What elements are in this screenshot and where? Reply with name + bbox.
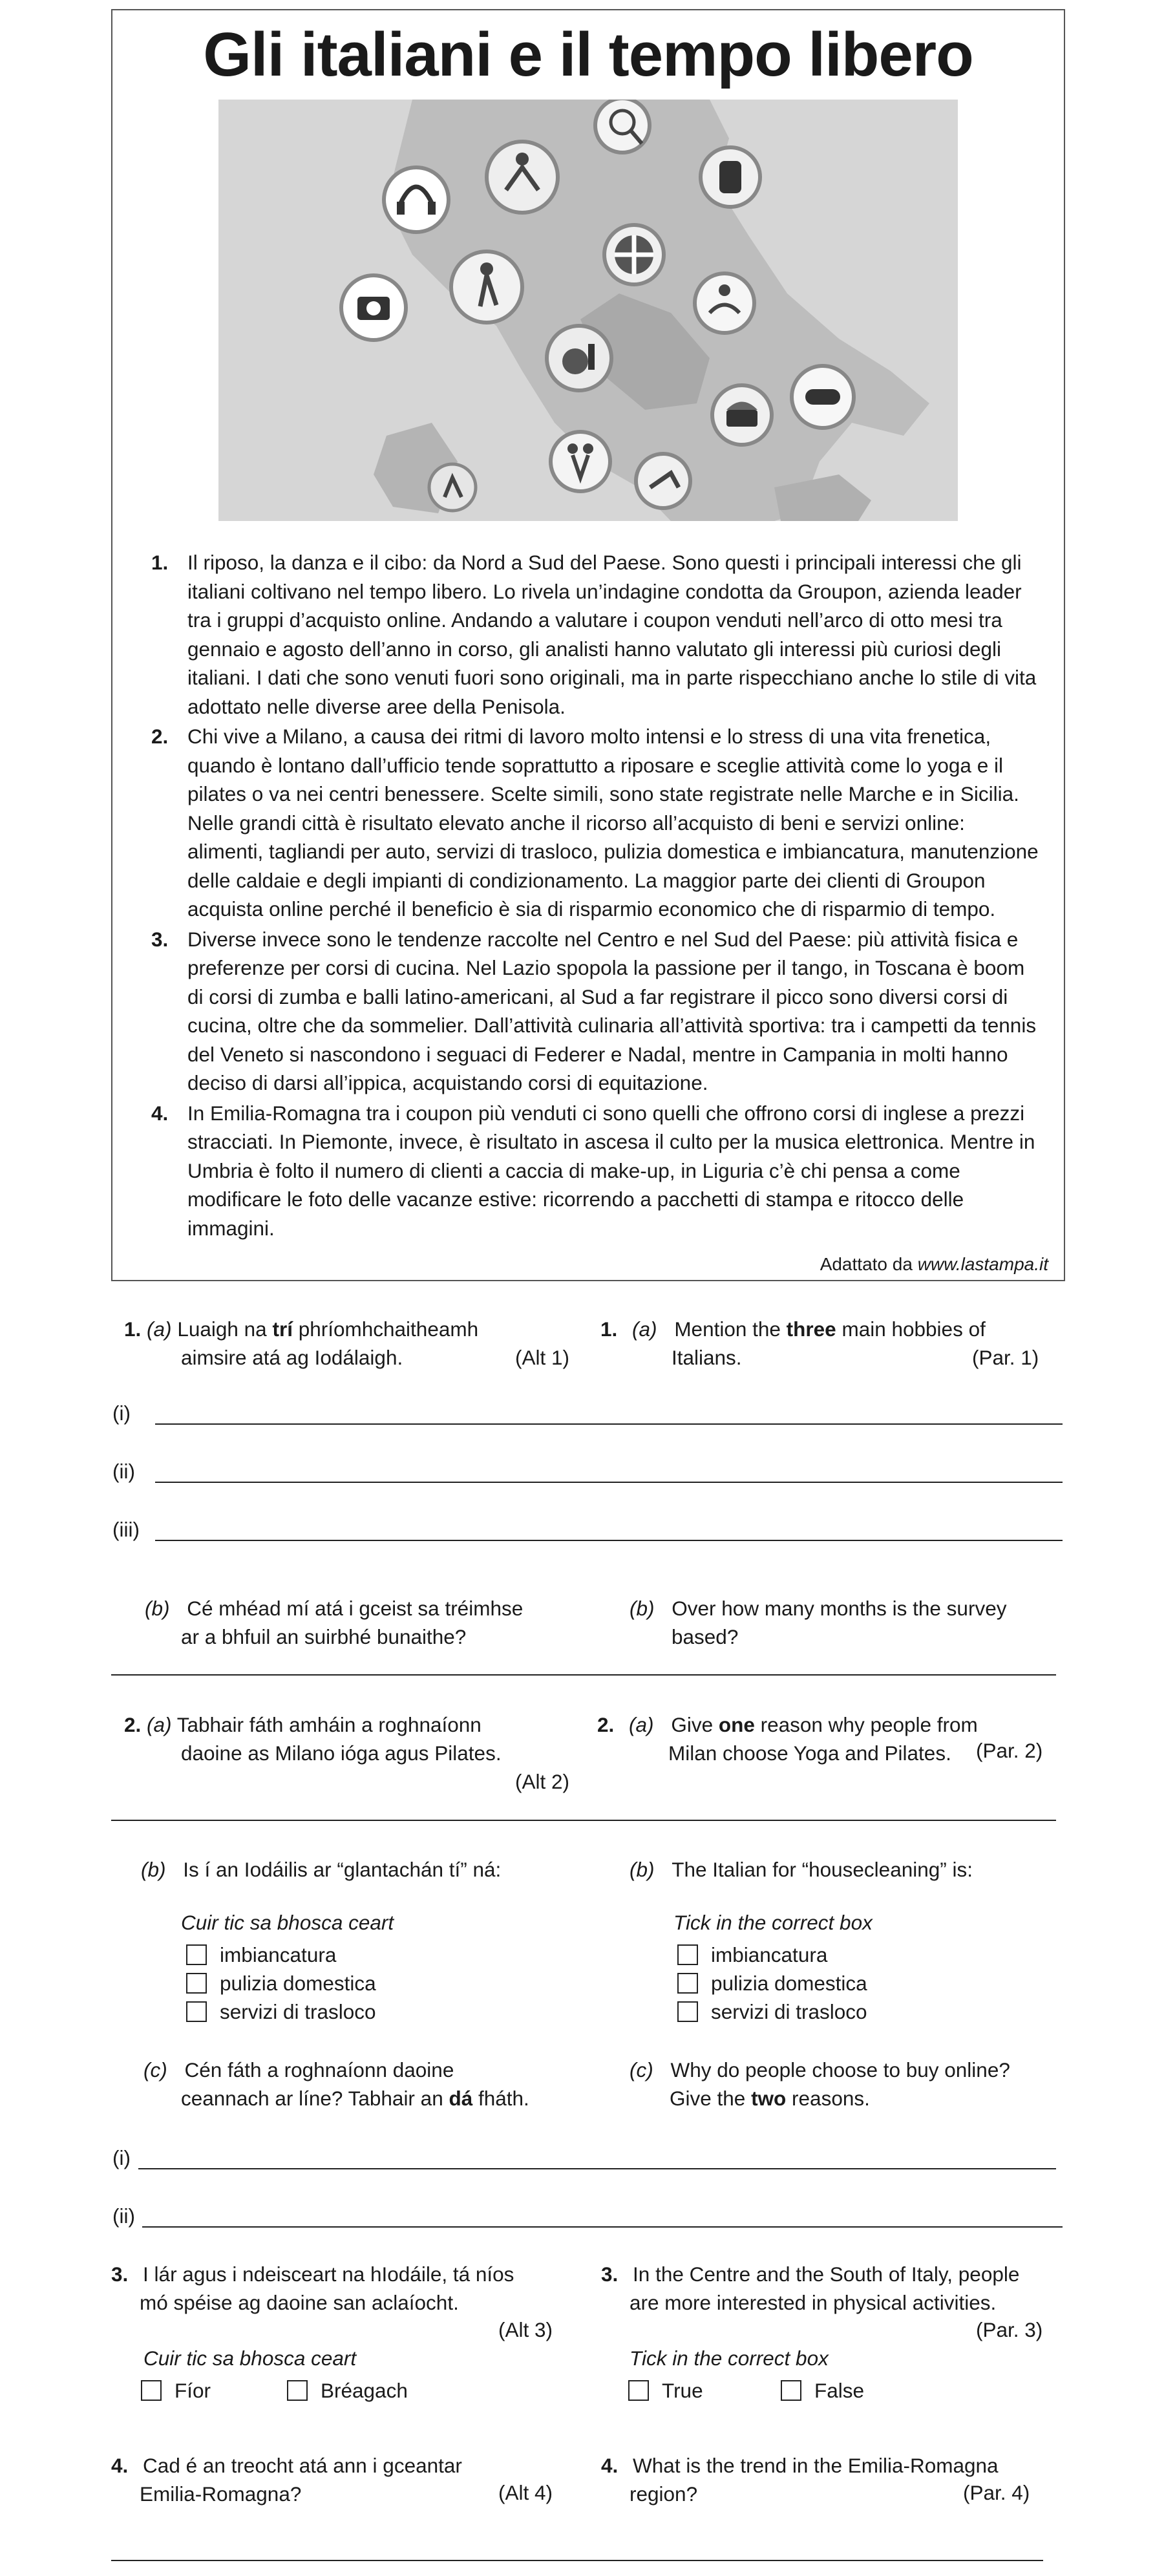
tick-instruction-english: Tick in the correct box	[673, 1911, 873, 1934]
checkbox[interactable]	[186, 1973, 207, 1994]
option-false[interactable]: False	[781, 2378, 864, 2403]
q2c-irish: (c) Cén fáth a roghnaíonn daoine ceannach ar líne? Tabhair an dá fháth.	[143, 2058, 529, 2110]
uk-flag-pin-icon	[604, 225, 664, 284]
source-link[interactable]: www.lastampa.it	[917, 1254, 1048, 1274]
q1a-irish: 1. (a) Luaigh na trí phríomhchaitheamh aimsire atá ag Iodálaigh.	[124, 1317, 479, 1369]
q4-irish-ref: (Alt 4)	[498, 2481, 553, 2504]
q3-english-ref: (Par. 3)	[976, 2318, 1043, 2341]
q1b-irish: (b) Cé mhéad mí atá i gceist sa tréimhse ar a bhfuil an suirbhé bunaithe?	[145, 1597, 524, 1648]
answer-line[interactable]	[111, 2560, 1043, 2561]
checkbox[interactable]	[628, 2380, 649, 2401]
q2c-english: (c) Why do people choose to buy online? Give the two reasons.	[630, 2058, 1010, 2110]
paragraph-text: Il riposo, la danza e il cibo: da Nord a Sud del Paese. Sono questi i principali interessi che gli italiani coltivano nel tempo libero. Lo rivela un’indagine condotta da Groupon, azienda leader tra i gruppi d’acquisto online. Andando a valutare i coupon venduti nell’arco di otto mesi tra gennaio e agosto dell’anno in corso, gli analisti hanno valutato gli interessi più curiosi degli italiani. I dati che sono venuti fuori sono originali, ma in parte rispecchiano anche lo stile di vita adottato nelle diverse aree della Penisola.	[187, 551, 1037, 718]
page-title: Gli italiani e il tempo libero	[203, 20, 973, 89]
paragraph-text: Chi vive a Milano, a causa dei ritmi di lavoro molto intensi e lo stress di una vita frenetica, quando è lontano dall’ufficio tende soprattutto a riposare e sceglie attività come lo yoga e il pilates o va nei centri benessere. Scelte simili, sono state registrate nelle Marche e in Sicilia. Nelle grandi città è risultato elevato anche il ricorso all’acquisto di beni e servizi online: alimenti, tagliandi per auto, servizi di trasloco, pulizia domestica e imbiancatura, manutenzione delle caldaie e degli impianti di condizionamento. La maggior parte dei clienti di Groupon acquista online perché il beneficio è sia di risparmio economico che di risparmio di tempo.	[187, 725, 1039, 921]
option-pulizia-domestica-irish[interactable]: pulizia domestica	[186, 1970, 376, 1996]
q2a-english: 2. (a) Give one reason why people from Milan choose Yoga and Pilates.	[597, 1713, 978, 1765]
q3-irish-ref: (Alt 3)	[498, 2318, 553, 2341]
boxing-figure-icon	[429, 464, 476, 511]
paragraph-3	[112, 925, 1066, 1098]
option-breagach[interactable]: Bréagach	[287, 2378, 408, 2403]
checkbox[interactable]	[781, 2380, 801, 2401]
yoga-pin-icon	[487, 142, 558, 213]
answer-line[interactable]	[155, 1423, 1063, 1425]
option-true[interactable]: True	[628, 2378, 703, 2403]
answer-line[interactable]	[138, 2168, 1056, 2169]
dancer-pin-icon	[451, 251, 522, 323]
option-servizi-di-trasloco-irish[interactable]: servizi di trasloco	[186, 1999, 376, 2025]
answer-label-ii: (ii)	[112, 2204, 135, 2228]
answer-line[interactable]	[111, 1674, 1056, 1676]
paragraph-number: 4.	[151, 1101, 169, 1125]
option-imbiancatura-english[interactable]: imbiancatura	[677, 1942, 827, 1968]
q3-irish: 3. I lár agus i ndeisceart na hIodáile, tá níos mó spéise ag daoine san aclaíocht.	[111, 2262, 514, 2314]
tennis-pin-icon	[595, 100, 650, 153]
checkbox[interactable]	[287, 2380, 308, 2401]
q2a-english-ref: (Par. 2)	[976, 1739, 1043, 1762]
camera-pin-icon	[341, 275, 406, 340]
option-imbiancatura-irish[interactable]: imbiancatura	[186, 1942, 336, 1968]
italy-hobbies-map-illustration	[218, 100, 958, 521]
headphones-pin-icon	[384, 167, 449, 232]
q4-english-ref: (Par. 4)	[963, 2481, 1030, 2504]
paragraph-2	[112, 722, 1066, 924]
q1a-english: 1. (a) Mention the three main hobbies of Italians.	[600, 1317, 986, 1369]
answer-label-i: (i)	[112, 1401, 131, 1425]
makeup-pin-icon	[547, 326, 611, 390]
answer-label-ii: (ii)	[112, 1460, 135, 1483]
q1a-english-ref: (Par. 1)	[972, 1346, 1039, 1369]
answer-line[interactable]	[111, 1820, 1056, 1821]
paragraph-number: 1.	[151, 551, 169, 574]
reading-passage-box	[111, 9, 1065, 1281]
checkbox[interactable]	[186, 2001, 207, 2022]
q1b-english: (b) Over how many months is the survey based?	[630, 1597, 1007, 1648]
checkbox[interactable]	[677, 2001, 698, 2022]
answer-label-i: (i)	[112, 2146, 131, 2169]
q3-english: 3. In the Centre and the South of Italy, people are more interested in physical activities.	[601, 2262, 1020, 2314]
answer-label-iii: (iii)	[112, 1518, 140, 1541]
checkbox[interactable]	[677, 1944, 698, 1965]
cake-pin-icon	[712, 385, 772, 445]
tango-pin-icon	[551, 432, 610, 491]
q2b-irish: (b) Is í an Iodáilis ar “glantachán tí” ná:	[141, 1858, 502, 1881]
meditation-pin-icon	[695, 273, 754, 333]
answer-line[interactable]	[155, 1540, 1063, 1541]
checkbox[interactable]	[677, 1973, 698, 1994]
paragraph-text: Diverse invece sono le tendenze raccolte nel Centro e nel Sud del Paese: più attività fisica e preferenze per corsi di cucina. Nel Lazio spopola la passione per il tango, in Toscana è boom di corsi di zumba e balli latino-americani, al Sud a far registrare il picco sono diversi corsi di cucina, oltre che da sommelier. Dall’attività culinaria all’attività sportiva: tra i campetti da tennis del Veneto si nascondono i seguaci di Federer e Nadal, mentre in Campania in molti hanno deciso di darsi all’ippica, acquistando corsi di equitazione.	[187, 927, 1037, 1094]
q4-english: 4. What is the trend in the Emilia-Romagna region?	[601, 2454, 999, 2506]
paragraph-text: In Emilia-Romagna tra i coupon più venduti ci sono quelli che offrono corsi di inglese a prezzi stracciati. In Piemonte, invece, è risultato in ascesa il culto per la musica elettronica. Mentre in Umbria è folto il numero di clienti a caccia di make-up, in Liguria c’è chi pensa a come modificare le foto delle vacanze estive: ricorrendo a pacchetti di stampa e ritocco delle immagini.	[187, 1101, 1035, 1240]
paragraph-number: 3.	[151, 927, 169, 951]
option-fior[interactable]: Fíor	[141, 2378, 211, 2403]
paragraph-4	[112, 1099, 1066, 1243]
q4-irish: 4. Cad é an treocht atá ann i gceantar Emilia-Romagna?	[111, 2454, 462, 2506]
tick-instruction-irish: Cuir tic sa bhosca ceart	[143, 2347, 357, 2370]
checkbox[interactable]	[141, 2380, 162, 2401]
option-servizi-di-trasloco-english[interactable]: servizi di trasloco	[677, 1999, 867, 2025]
paragraph-list	[112, 548, 1066, 1244]
corset-pin-icon	[701, 147, 760, 207]
paragraph-1	[112, 548, 1066, 721]
answer-line[interactable]	[142, 2226, 1063, 2228]
q1a-irish-ref: (Alt 1)	[515, 1346, 570, 1369]
tick-instruction-english: Tick in the correct box	[630, 2347, 829, 2370]
ski-goggles-pin-icon	[792, 366, 854, 428]
checkbox[interactable]	[186, 1944, 207, 1965]
q2a-irish-ref: (Alt 2)	[515, 1770, 570, 1793]
paragraph-number: 2.	[151, 725, 169, 748]
option-pulizia-domestica-english[interactable]: pulizia domestica	[677, 1970, 867, 1996]
q2b-english: (b) The Italian for “housecleaning” is:	[630, 1858, 973, 1881]
tick-instruction-irish: Cuir tic sa bhosca ceart	[181, 1911, 394, 1934]
q2a-irish: 2. (a) Tabhair fáth amháin a roghnaíonn daoine as Milano ióga agus Pilates.	[124, 1713, 502, 1765]
source-credit: Adattato da www.lastampa.it	[820, 1254, 1048, 1274]
answer-line[interactable]	[155, 1482, 1063, 1483]
horse-riding-pin-icon	[636, 454, 690, 508]
